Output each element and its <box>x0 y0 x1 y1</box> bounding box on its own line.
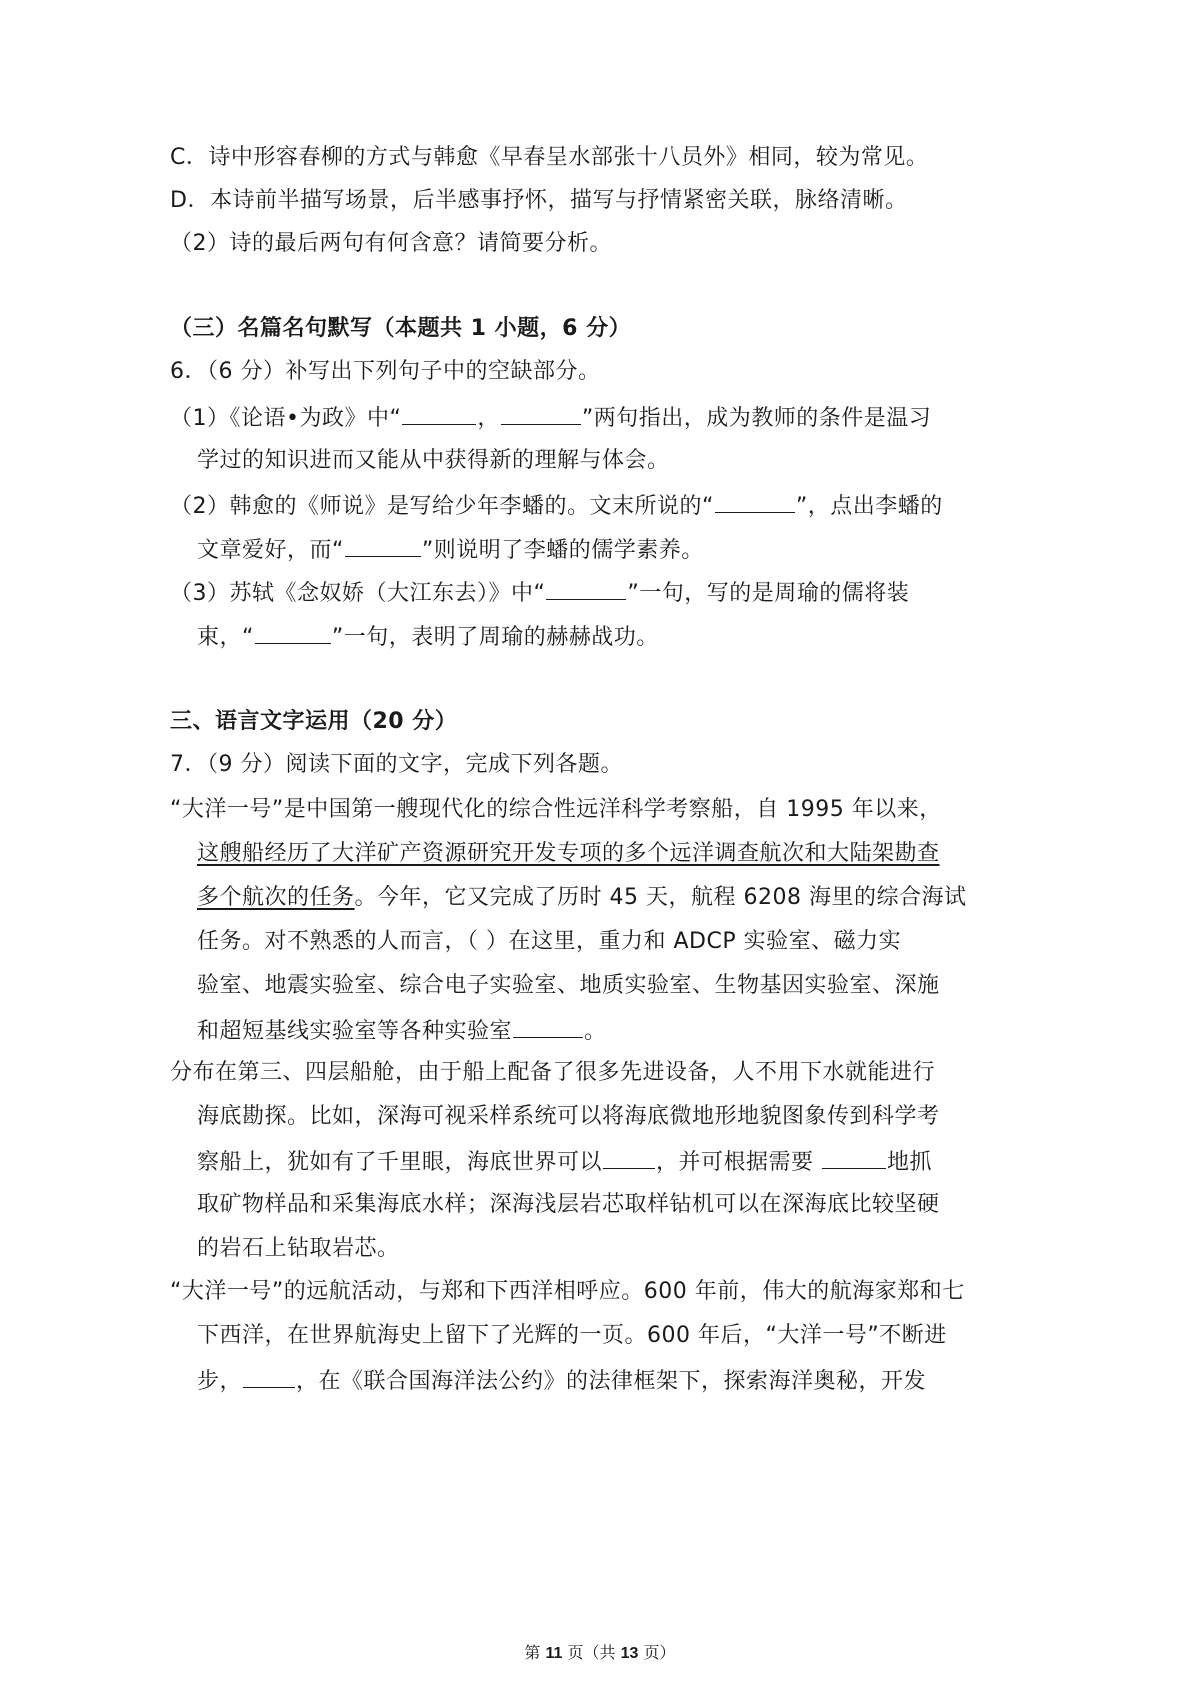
q6-item-1-text-b: ， <box>477 406 500 431</box>
q7-para-2-line-1: 分布在第三、四层船舱，由于船上配备了很多先进设备，人不用下水就能进行 <box>170 1060 936 1085</box>
q7-para-1-line-3-rest: 。今年，它又完成了历时 45 天，航程 6208 海里的综合海试 <box>354 885 967 910</box>
q7-para-2-line-4: 取矿物样品和采集海底水样；深海浅层岩芯取样钻机可以在深海底比较坚硬 <box>197 1192 940 1217</box>
q7-para-1-line-3 <box>197 883 966 913</box>
q6-item-1-line-2: 学过的知识进而又能从中获得新的理解与体会。 <box>197 448 670 473</box>
answer-blank[interactable] <box>243 1365 295 1388</box>
q6-item-1-text-a: （1）《论语•为政》中“ <box>170 406 402 431</box>
answer-blank[interactable] <box>546 577 626 600</box>
answer-blank[interactable] <box>715 490 795 513</box>
q7-para-2-line-3-text-b: ，并可根据需要 <box>656 1150 822 1175</box>
q7-para-2-line-5: 的岩石上钻取岩芯。 <box>197 1236 400 1261</box>
footer-suffix: 页） <box>643 1643 676 1662</box>
q7-para-3-line-1: “大洋一号”的远航活动，与郑和下西洋相呼应。600 年前，伟大的航海家郑和七 <box>170 1279 965 1304</box>
answer-blank[interactable] <box>513 1015 583 1038</box>
q7-para-3-line-3-text-b: ，在《联合国海洋法公约》的法律框架下，探索海洋奥秘，开发 <box>296 1369 927 1394</box>
q7-para-1-line-6-end: 。 <box>584 1019 607 1044</box>
q5-subquestion-2: （2）诗的最后两句有何含意？请简要分析。 <box>170 231 612 256</box>
q7-para-1-line-2-underlined: 这艘船经历了大洋矿产资源研究开发专项的多个远洋调查航次和大陆架勘查 <box>197 841 940 866</box>
q7-para-1-line-1: “大洋一号”是中国第一艘现代化的综合性远洋科学考察船，自 1995 年以来， <box>170 797 942 822</box>
q6-item-1-line-1 <box>170 402 931 434</box>
footer-prefix: 第 <box>524 1643 541 1662</box>
q6-item-3-text-d: ”一句，表明了周瑜的赫赫战功。 <box>331 625 659 650</box>
q6-item-3-line-1 <box>170 577 909 609</box>
answer-blank[interactable] <box>402 402 476 425</box>
q6-item-2-line-1 <box>170 490 943 522</box>
q7-para-3-line-2: 下西洋，在世界航海史上留下了光辉的一页。600 年后，“大洋一号”不断进 <box>197 1323 947 1348</box>
page-footer <box>0 1640 1200 1663</box>
answer-blank[interactable] <box>501 402 581 425</box>
q6-item-2-text-d: ”则说明了李蟠的儒学素养。 <box>421 538 704 563</box>
q6-item-2-text-a: （2）韩愈的《师说》是写给少年李蟠的。文末所说的“ <box>170 494 714 519</box>
answer-blank[interactable] <box>345 534 421 557</box>
answer-blank[interactable] <box>603 1146 655 1169</box>
q5-option-c: C．诗中形容春柳的方式与韩愈《早春呈水部张十八员外》相同，较为常见。 <box>170 145 929 170</box>
q5-option-d: D．本诗前半描写场景，后半感事抒怀，描写与抒情紧密关联，脉络清晰。 <box>170 188 908 213</box>
q7-para-1-line-6-text: 和超短基线实验室等各种实验室 <box>197 1019 513 1044</box>
answer-blank[interactable] <box>255 621 331 644</box>
q7-para-1-line-6 <box>197 1015 607 1047</box>
q7-para-3-line-3 <box>197 1365 926 1397</box>
q7-para-1-line-5: 验室、地震实验室、综合电子实验室、地质实验室、生物基因实验室、深施 <box>197 973 940 998</box>
q7-para-2-line-3-text-a: 察船上，犹如有了千里眼，海底世界可以 <box>197 1150 603 1175</box>
q7-para-1-line-4: 任务。对不熟悉的人而言，（ ）在这里，重力和 ADCP 实验室、磁力实 <box>197 929 902 954</box>
q7-para-3-line-3-text-a: 步， <box>197 1369 243 1394</box>
footer-middle: 页（共 <box>567 1643 616 1662</box>
q6-item-1-text-c: ”两句指出，成为教师的条件是温习 <box>581 406 932 431</box>
q6-item-3-text-c: 束，“ <box>197 625 254 650</box>
q6-item-2-text-c: 文章爱好，而“ <box>197 538 344 563</box>
q7-para-2-line-3-text-c: 地抓 <box>887 1150 933 1175</box>
q7-para-2-line-3 <box>197 1146 932 1178</box>
q6-item-3-text-a: （3）苏轼《念奴娇（大江东去）》中“ <box>170 581 546 606</box>
q7-para-2-line-2: 海底勘探。比如，深海可视采样系统可以将海底微地形地貌图象传到科学考 <box>197 1104 940 1129</box>
q6-item-2-line-2 <box>197 534 704 566</box>
q7-stem: 7．（9 分）阅读下面的文字，完成下列各题。 <box>170 752 623 777</box>
q6-item-3-line-2 <box>197 621 659 653</box>
page-number: 11 <box>545 1645 563 1662</box>
q6-item-2-text-b: ”，点出李蟠的 <box>795 494 943 519</box>
q6-stem: 6．（6 分）补写出下列句子中的空缺部分。 <box>170 359 601 384</box>
answer-blank[interactable] <box>822 1146 886 1169</box>
q7-underlined-segment: 多个航次的任务 <box>197 885 355 910</box>
q6-item-3-text-b: ”一句，写的是周瑜的儒将装 <box>627 581 910 606</box>
total-pages: 13 <box>620 1645 639 1662</box>
part-heading-language-use: 三、语言文字运用（20 分） <box>170 709 458 734</box>
section-heading-famous-quotes: （三）名篇名句默写（本题共 1 小题，6 分） <box>170 316 632 341</box>
